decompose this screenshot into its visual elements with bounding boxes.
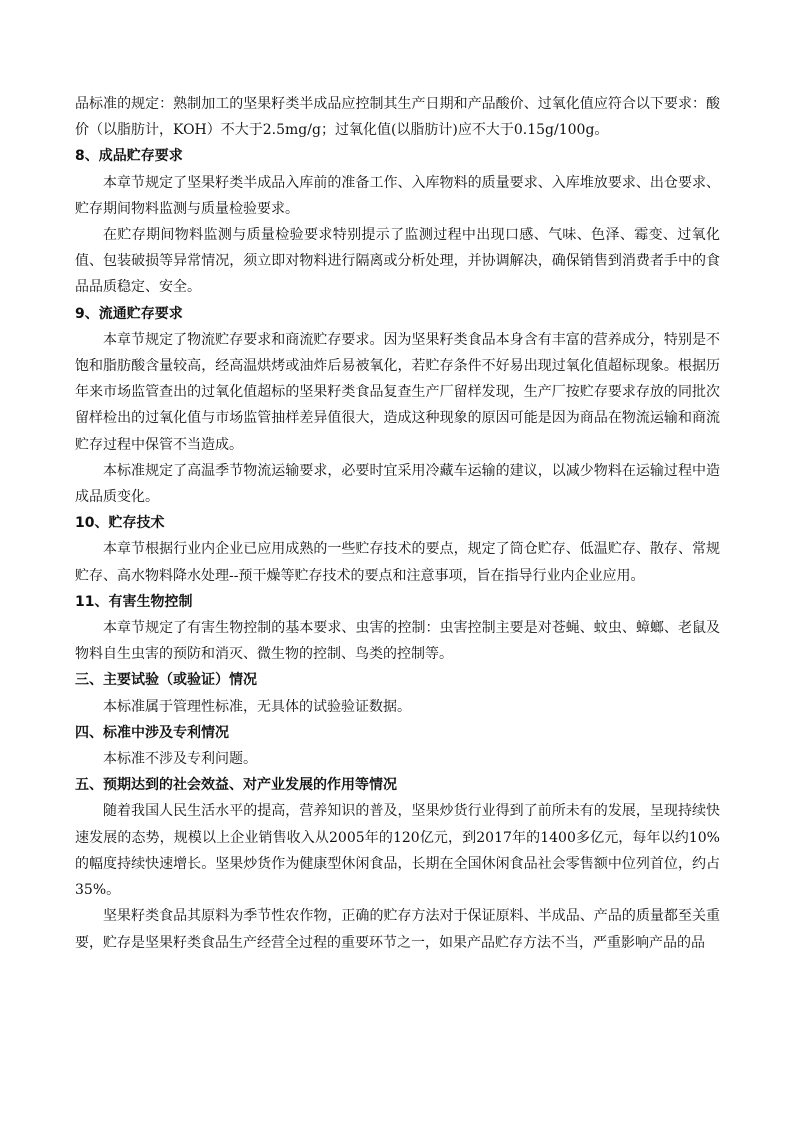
paragraph-4-1: 本标准不涉及专利问题。 bbox=[103, 751, 257, 768]
paragraph-8-2: 在贮存期间物料监测与质量检验要求特别提示了监测过程中出现口感、气味、色泽、霉变、过氧化值、包装破损等异常情况，须立即对物料进行隔离或分析处理，并协调解决，确保销售到消费者手中的食品品质稳定、安全。 bbox=[75, 227, 720, 296]
paragraph-10-1: 本章节根据行业内企业已应用成熟的一些贮存技术的要点，规定了筒仓贮存、低温贮存、散存、常规贮存、高水物料降水处理--预干燥等贮存技术的要点和注意事项，旨在指导行业内企业应用。 bbox=[75, 541, 720, 584]
paragraph-3-1: 本标准属于管理性标准，无具体的试验验证数据。 bbox=[103, 698, 411, 715]
section-heading-5: 五、预期达到的社会效益、对产业发展的作用等情况 bbox=[75, 777, 397, 794]
paragraph-9-2: 本标准规定了高温季节物流运输要求，必要时宜采用冷藏车运输的建议，以减少物料在运输过程中造成品质变化。 bbox=[75, 462, 720, 506]
paragraph-5-2: 坚果籽类食品其原料为季节性农作物，正确的贮存方法对于保证原料、半成品、产品的质量都至关重要，贮存是坚果籽类食品生产经营全过程的重要环节之一，如果产品贮存方法不当，严重影响产品的品 bbox=[75, 908, 720, 951]
paragraph-9-1: 本章节规定了物流贮存要求和商流贮存要求。因为坚果籽类食品本身含有丰富的营养成分，特别是不饱和脂肪酸含量较高，经高温烘烤或油炸后易被氧化，若贮存条件不好易出现过氧化值超标现象。根据历年来市场监管查出的过氧化值超标的坚果籽类食品复查生产厂留样发现，生产厂按贮存要求存放的同批次留样检出的过氧化值与市场监管抽样差异值很大，造成这种现象的原因可能是因为商品在物流运输和商流贮存过程中保管不当造成。 bbox=[75, 331, 720, 453]
section-heading-9: 9、流通贮存要求 bbox=[75, 305, 183, 322]
section-heading-3: 三、主要试验（或验证）情况 bbox=[75, 672, 257, 689]
paragraph-intro: 品标准的规定：熟制加工的坚果籽类半成品应控制其生产日期和产品酸价、过氧化值应符合以下要求：酸价（以脂肪计，KOH）不大于2.5mg/g；过氧化值(以脂肪计)应不大于0.15g/100g。 bbox=[75, 96, 720, 139]
section-heading-4: 四、标准中涉及专利情况 bbox=[75, 724, 229, 741]
section-heading-8: 8、成品贮存要求 bbox=[75, 148, 183, 165]
section-heading-11: 11、有害生物控制 bbox=[75, 593, 193, 610]
document-body bbox=[75, 91, 720, 956]
section-heading-10: 10、贮存技术 bbox=[75, 515, 165, 532]
paragraph-5-1: 随着我国人民生活水平的提高，营养知识的普及，坚果炒货行业得到了前所未有的发展，呈现持续快速发展的态势，规模以上企业销售收入从2005年的120亿元，到2017年的1400多亿元，每年以约10%的幅度持续快速增长。坚果炒货作为健康型休闲食品，长期在全国休闲食品社会零售额中位列首位，约占35%。 bbox=[75, 803, 720, 899]
paragraph-8-1: 本章节规定了坚果籽类半成品入库前的准备工作、入库物料的质量要求、入库堆放要求、出仓要求、贮存期间物料监测与质量检验要求。 bbox=[75, 174, 720, 217]
paragraph-11-1: 本章节规定了有害生物控制的基本要求、虫害的控制：虫害控制主要是对苍蝇、蚊虫、蟑螂、老鼠及物料自生虫害的预防和消灭、微生物的控制、鸟类的控制等。 bbox=[75, 620, 720, 663]
